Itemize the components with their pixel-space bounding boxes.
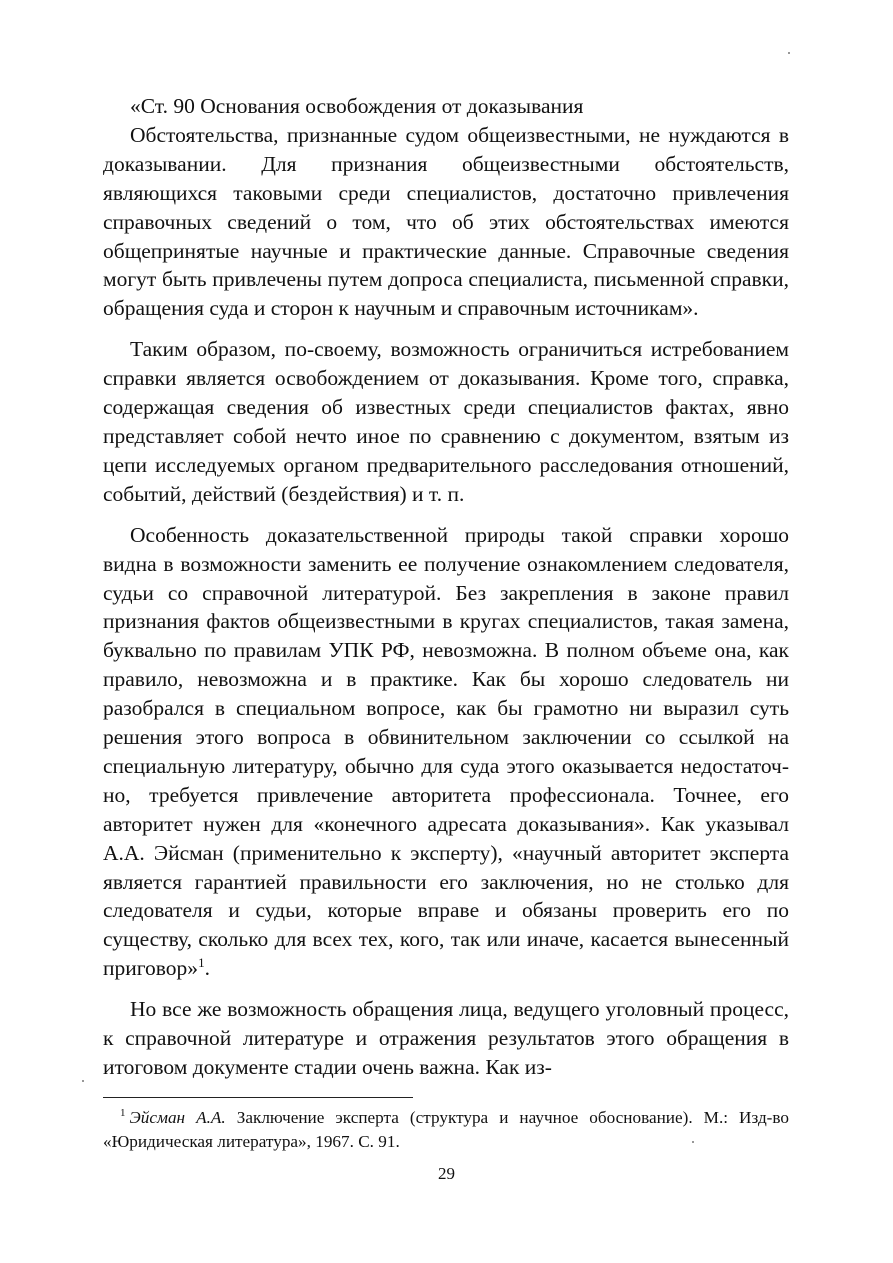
scan-speck [788,52,790,54]
paragraph-feature-text: Особенность доказательственной природы такой справки хорошо видна в возможности заменить ее получение ознакомлением следователя, судьи со справочной литературой. Без закрепления в законе правил признания фактов общеизвестными в кругах специалистов, такая замена, буквально по правилам УПК РФ, невозможна. В полном объеме она, как правило, невозможна и в практике. Как бы хорошо следователь ни разобрался в специальном вопросе, как бы грамотно ни выразил суть решения этого вопроса в обвинительном заключении со ссылкой на специальную литературу, обычно для суда этого оказывается недостаточно, требуется привлечение авторитета профессионала. Точнее, его авторитет нужен для «конечного адресата доказывания». Как указывал А.А. Эйсман (применительно к эксперту), «научный авторитет эксперта является гарантией правильности его заключения, но не столько для следователя и судьи, которые вправе и обязаны проверить его по существу, сколько для всех тех, кого, так или иначе, касается вынесенный приговор» [103,522,789,981]
footnote-divider [103,1097,413,1098]
paragraph-conclusion: Таким образом, по-своему, возможность ограничиться истребованием справки является освобождением от доказывания. Кроме того, справка, содержащая сведения об известных среди специалистов фактах, явно представляет собой нечто иное по сравнению с документом, взятым из цепи исследуемых органом предварительного расследования отношений, событий, действий (бездействия) и т. п. [103,337,789,506]
main-text [103,92,789,1082]
footnote-reference[interactable]: 1 [198,955,205,971]
scan-speck [82,1080,84,1082]
scan-speck [692,1141,694,1143]
paragraph-quote-title: «Ст. 90 Основания освобождения от доказывания [130,94,584,118]
footnote-author: Эйсман А.А. [129,1108,226,1127]
footnote [103,1106,789,1154]
paragraph-quote-body: Обстоятельства, признанные судом общеизвестными, не нуждаются в доказывании. Для признания общеизвестными обстоятельств, являющихся таковыми среди специалистов, достаточно привлечения справочных сведений о том, что об этих обстоятельствах имеются общепринятые научные и практические данные. Справочные сведения могут быть привлечены путем допроса специалиста, письменной справки, обращения суда и сторон к научным и справочным источникам». [103,122,789,321]
paragraph-feature: Особенность доказательственной природы такой справки хорошо видна в возможности заменить ее получение ознакомлением следователя, судьи со справочной литературой. Без закрепления в законе правил признания фактов общеизвестными в кругах специалистов, такая замена, буквально по правилам УПК РФ, невозможна. В полном объеме она, как правило, невозможна и в практике. Как бы хорошо следователь ни разобрался в специальном вопросе, как бы грамотно ни выразил суть решения этого вопроса в обвинительном заключении со ссылкой на специальную литературу, обычно для суда этого оказывается недостаточно, требуется привлечение авторитета профессионала. Точнее, его авторитет нужен для «конечного адресата доказывания». Как указывал А.А. Эйсман (применительно к эксперту), «научный авторитет эксперта является гарантией правильности его заключения, но не столько для следователя и судьи, которые вправе и обязаны проверить его по существу, сколько для всех тех, кого, так или иначе, касается вынесенный приговор»$^1$. [103,522,789,981]
paragraph-continuation: Но все же возможность обращения лица, ведущего уголовный процесс, к справочной литературе и отражения результатов этого обращения в итоговом документе стадии очень важна. Как из- [103,997,789,1079]
footnote-number: 1 [120,1107,126,1120]
footnote-text: Заключение эксперта (структура и научное обоснование). М.: Изд-во «Юридическая литература», 1967. С. 91. [103,1108,789,1151]
page-number: 29 [438,1164,455,1183]
